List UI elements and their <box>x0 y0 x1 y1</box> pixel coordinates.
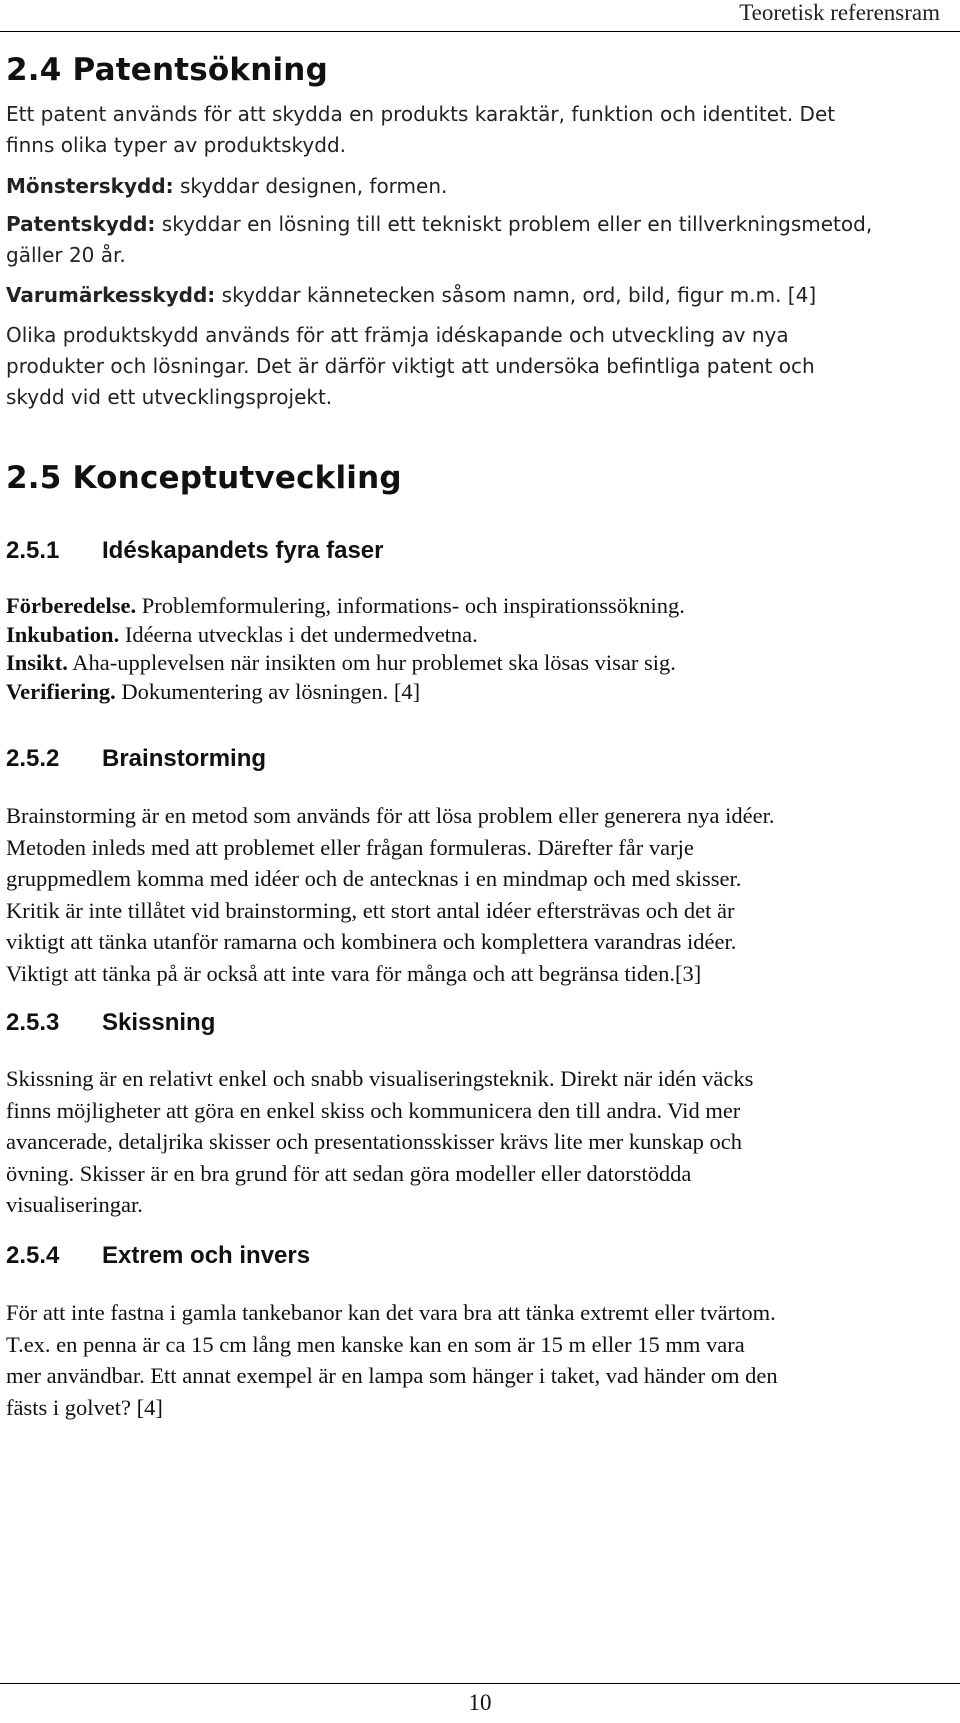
item-text: Idéerna utvecklas i det undermedvetna. <box>119 621 478 647</box>
text-line: övning. Skisser är en bra grund för att sedan göra modeller eller datorstödda <box>6 1160 692 1186</box>
term: Förberedelse. <box>6 593 137 618</box>
list-item <box>6 619 951 651</box>
footer-rule <box>0 1683 960 1684</box>
section-heading-2-5: 2.5 Konceptutveckling <box>6 460 402 496</box>
brainstorming-paragraph <box>6 800 951 989</box>
text-line: Brainstorming är en metod som används för att lösa problem eller generera nya idéer. <box>6 803 775 828</box>
definition-varumarkesskydd <box>6 280 951 311</box>
list-item <box>6 676 951 708</box>
patent-intro-paragraph <box>6 99 951 161</box>
text-line: gäller 20 år. <box>6 243 126 267</box>
header-rule <box>0 31 960 32</box>
text-line: Kritik är inte tillåtet vid brainstorming, ett stort antal idéer eftersträvas och det är <box>6 897 735 923</box>
definition-text: skyddar kännetecken såsom namn, ord, bild, figur m.m. [4] <box>215 283 817 307</box>
text-line: finns möjligheter att göra en enkel skiss och kommunicera den till andra. Vid mer <box>6 1097 741 1123</box>
subsection-title: Skissning <box>102 1009 216 1036</box>
text-line: Ett patent används för att skydda en produkts karaktär, funktion och identitet. Det <box>6 102 836 126</box>
running-header: Teoretisk referensram <box>739 0 940 25</box>
term: Varumärkesskydd: <box>6 283 216 307</box>
skissning-paragraph <box>6 1063 951 1221</box>
text-line: gruppmedlem komma med idéer och de antecknas i en mindmap och med skisser. <box>6 866 742 891</box>
patent-closing-paragraph <box>6 320 951 413</box>
subsection-heading-2-5-1 <box>6 537 383 565</box>
term: Inkubation. <box>6 621 120 647</box>
text-line: Viktigt att tänka på är också att inte vara för många och att begränsa tiden.[3] <box>6 960 702 986</box>
text-line: mer användbar. Ett annat exempel är en lampa som hänger i taket, vad händer om den <box>6 1363 778 1388</box>
text-line: Metoden inleds med att problemet eller frågan formuleras. Därefter får varje <box>6 834 694 860</box>
subsection-heading-2-5-2 <box>6 745 266 773</box>
item-text: Dokumentering av lösningen. [4] <box>115 678 421 704</box>
text-line: finns olika typer av produktskydd. <box>6 133 347 157</box>
extrem-invers-paragraph <box>6 1297 951 1423</box>
text-line: Olika produktskydd används för att främja idéskapande och utveckling av nya <box>6 323 789 347</box>
subsection-heading-2-5-3 <box>6 1009 215 1037</box>
text-line: viktigt att tänka utanför ramarna och kombinera och komplettera varandras idéer. <box>6 929 737 954</box>
term: Mönsterskydd: <box>6 174 174 198</box>
text-line: fästs i golvet? [4] <box>6 1394 163 1420</box>
text-line: produkter och lösningar. Det är därför viktigt att undersöka befintliga patent och <box>6 354 815 378</box>
subsection-title: Brainstorming <box>102 745 267 772</box>
subsection-number: 2.5.3 <box>6 1009 60 1036</box>
text-line: För att inte fastna i gamla tankebanor kan det vara bra att tänka extremt eller tvärtom. <box>6 1300 776 1325</box>
term: Patentskydd: <box>6 212 156 236</box>
list-item <box>6 590 951 622</box>
definition-monsterskydd <box>6 171 951 202</box>
phase-list <box>6 590 951 707</box>
term: Verifiering. <box>6 678 116 704</box>
subsection-number: 2.5.2 <box>6 745 60 772</box>
subsection-title: Idéskapandets fyra faser <box>102 537 384 564</box>
definition-text: skyddar en lösning till ett tekniskt problem eller en tillverkningsmetod, <box>155 212 873 236</box>
definition-patentskydd <box>6 209 951 271</box>
definition-text: skyddar designen, formen. <box>173 174 448 198</box>
item-text: Aha-upplevelsen när insikten om hur problemet ska lösas visar sig. <box>67 650 676 675</box>
text-line: T.ex. en penna är ca 15 cm lång men kanske kan en som är 15 m eller 15 mm vara <box>6 1331 745 1357</box>
text-line: skydd vid ett utvecklingsprojekt. <box>6 385 333 409</box>
subsection-title: Extrem och invers <box>102 1242 311 1269</box>
section-heading-2-4: 2.4 Patentsökning <box>6 52 328 88</box>
text-line: Skissning är en relativt enkel och snabb visualiseringsteknik. Direkt när idén väcks <box>6 1066 754 1091</box>
list-item <box>6 647 951 679</box>
subsection-number: 2.5.1 <box>6 537 60 564</box>
subsection-number: 2.5.4 <box>6 1242 60 1269</box>
text-line: avancerade, detaljrika skisser och presentationsskisser krävs lite mer kunskap och <box>6 1129 743 1154</box>
subsection-heading-2-5-4 <box>6 1242 310 1270</box>
item-text: Problemformulering, informations- och inspirationssökning. <box>136 593 685 618</box>
term: Insikt. <box>6 650 68 675</box>
text-line: visualiseringar. <box>6 1192 143 1217</box>
page-number: 10 <box>468 1690 492 1715</box>
